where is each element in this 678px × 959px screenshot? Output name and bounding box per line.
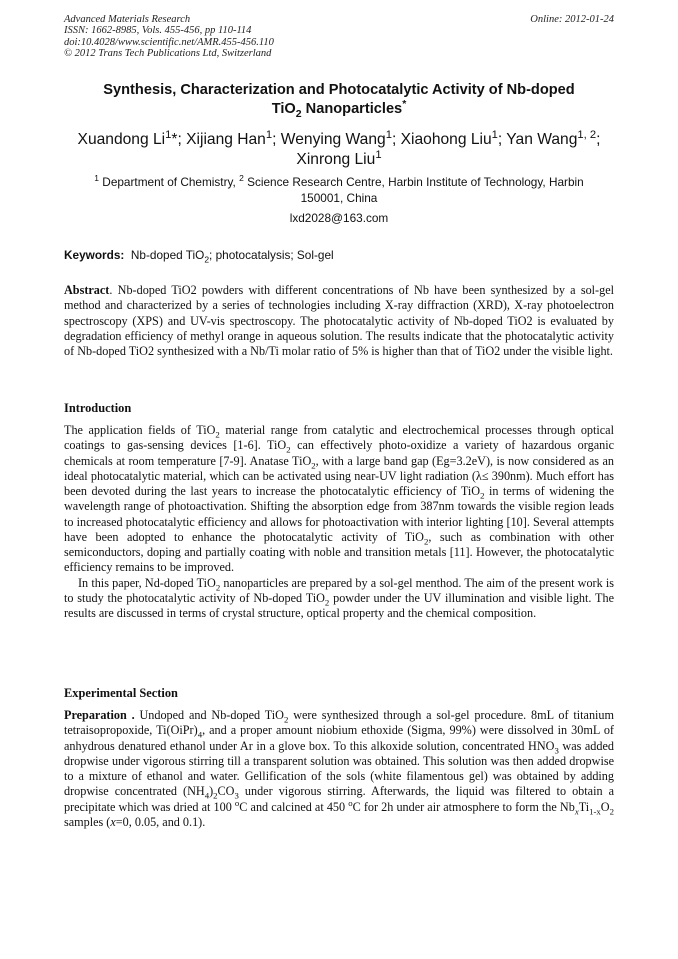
abstract-paragraph xyxy=(64,283,614,359)
journal-name: Advanced Materials Research xyxy=(64,14,191,25)
abstract-label: Abstract xyxy=(64,283,110,297)
journal-header xyxy=(64,14,274,60)
author-name: Xijiang Han xyxy=(186,131,266,148)
issn-line: ISSN: 1662-8985, Vols. 455-456, pp 110-114 xyxy=(64,25,252,37)
author-line-2: Xinrong Liu$^1$ xyxy=(296,148,382,168)
author-list xyxy=(64,130,614,170)
online-date: Online: 2012-01-24 xyxy=(530,14,614,25)
title-line-1: Synthesis, Characterization and Photocatalytic Activity of Nb-doped xyxy=(103,82,575,98)
copyright-line: © 2012 Trans Tech Publications Ltd, Switzerland xyxy=(64,48,272,60)
intro-paragraph-2: In this paper, Nd-doped TiO$_2$ nanoparticles are prepared by a sol-gel menthod. The aim of the present work is to study the photocatalytic activity of Nb-doped TiO$_2$ powder under the UV illumination and visible light. The results are discussed in terms of crystal structure, optical property and the chemical composition. xyxy=(64,575,615,620)
intro-paragraph-1: The application fields of TiO$_2$ material range from catalytic and electrochemical processes through optical coatings to gas-sensing devices [1-6]. TiO$_2$ can effectively photo-oxidize a variety of hazardous organic chemicals at room temperature [7-9]. Anatase TiO$_2$, with a large band gap (Eg=3.2eV), is now considered as an ideal photocatalytic material, which can be activated using near-UV light radiation (λ≤ 390nm). Much effort has been devoted during the last years to increase the photocatalytic efficiency of TiO$_2$ in terms of widening the wavelength range of photoactivation. Shifting the absorption edge from 387nm towards the visible region leads to increased photocatalytic efficiency and allows for photoactivation with interior lighting [10]. Several attempts have been adopted to enhance the photocatalytic activity of TiO$_2$, such as combination with other semiconductors, doping and partially coating with noble and transition metals [11]. However, the photocatalytic efficiency remains to be improved. xyxy=(64,423,614,575)
doi-line: doi:10.4028/www.scientific.net/AMR.455-456.110 xyxy=(64,36,274,48)
affiliation-line-2: 150001, China xyxy=(300,190,378,205)
author-name: Yan Wang xyxy=(506,131,578,148)
author-line-1: Xuandong Li$^1$*; Xijiang Han$^1$; Wenying Wang$^1$; Xiaohong Liu$^1$; Yan Wang$^{1, 2}$; xyxy=(77,128,601,148)
author-name: Xiaohong Liu xyxy=(400,131,492,148)
affiliations xyxy=(64,175,614,206)
abstract-text: . Nb-doped TiO2 powders with different concentrations of Nb have been synthesized by a sol-gel method and characterized by a series of technologies including X-ray diffraction (XRD), X-ray photoelectron spectroscopy (XPS) and UV-vis spectroscopy. The photocatalytic activity of Nb-doped TiO2 is evaluated by degradation efficiency of methyl orange in aqueous solution. The results indicate that the photocatalytic activity of Nb-doped TiO2 synthesized with a Nb/Ti molar ratio of 5% is higher than that of TiO2 under the visible light. xyxy=(64,283,614,358)
introduction-body xyxy=(64,423,614,621)
preparation-paragraph: Preparation . Undoped and Nb-doped TiO$_2$ were synthesized through a sol-gel procedure. 8mL of titanium tetraisopropoxide, $Ti(OiPr)_4$, and a proper amount niobium ethoxide (Sigma, 99%) were dissolved in 30mL of anhydrous denatured ethanol under Ar in a glove box. To this alkoxide solution, concentrated $HNO_3$ was added dropwise under vigorous stirring till a transparent solution was obtained. This solution was then added dropwise to a mixture of ethanol and water. Gellification of the sols (white filamentous gel) was obtained by adding dropwise concentrated $(NH_4)_2CO_3$ under vigorous stirring. Afterwards, the liquid was filtered to obtain a precipitate which was dried at 100 $^o$C and calcined at 450 $^o$C for 2h under air atmosphere to form the $Nb_xTi_{1-x}O_2$ samples (x=0, 0.05, and 0.1). xyxy=(64,708,615,829)
author-name: Xinrong Liu xyxy=(296,151,376,168)
title-line-2: TiO$_2$ Nanoparticles* xyxy=(271,98,407,120)
author-name: Wenying Wang xyxy=(280,131,386,148)
author-name: Xuandong Li xyxy=(77,131,166,148)
experimental-heading: Experimental Section xyxy=(64,686,178,700)
introduction-heading: Introduction xyxy=(64,401,132,415)
title-footnote-mark: * xyxy=(402,98,407,111)
preparation-label: Preparation . xyxy=(64,708,135,722)
keywords-line: Keywords: Nb-doped TiO$_2$; photocatalysis; Sol-gel xyxy=(64,248,334,265)
corresponding-email: lxd2028@163.com xyxy=(289,211,389,225)
paper-title xyxy=(64,81,614,119)
affiliation-line-1: $^1$ Department of Chemistry, $^2$ Science Research Centre, Harbin Institute of Technology, Harbin xyxy=(94,173,584,189)
keywords-label: Keywords: xyxy=(64,248,125,262)
